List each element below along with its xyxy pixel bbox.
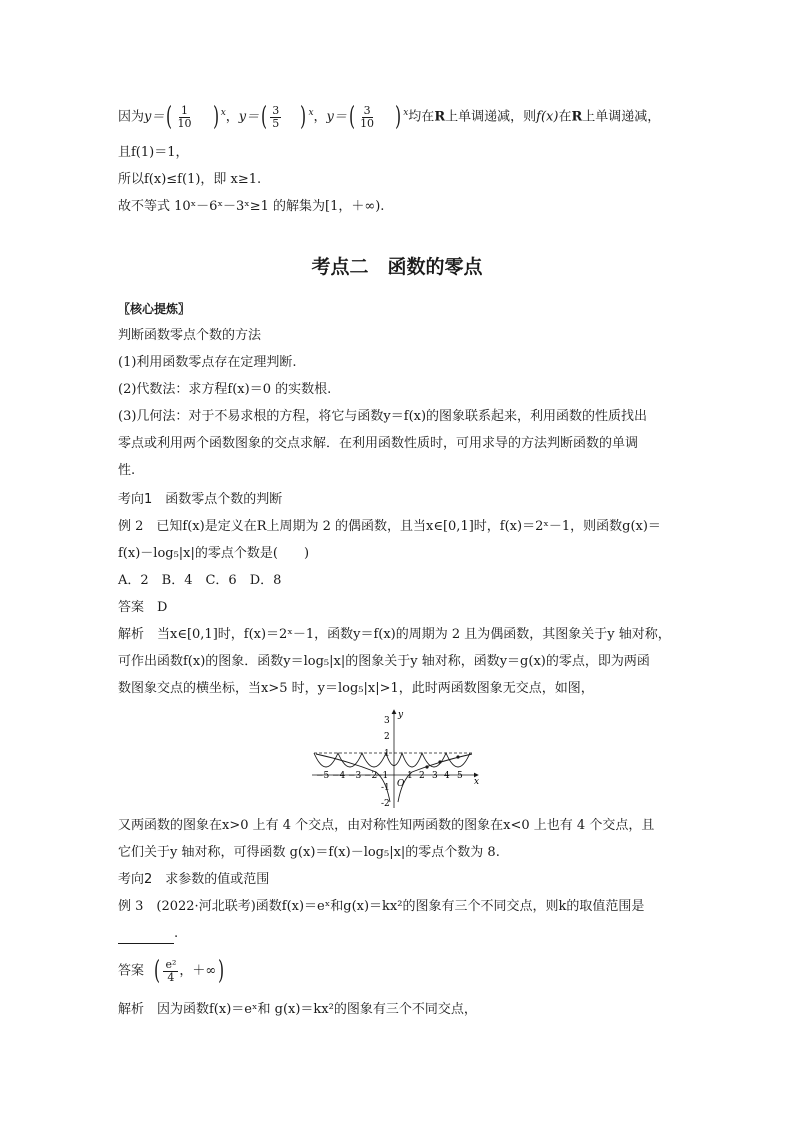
function-graph <box>308 706 488 810</box>
example-2-options: A．2 B．4 C．6 D．8 <box>118 573 282 588</box>
top-line-3: 所以f(x)≤f(1)，即 x≥1. <box>118 172 262 187</box>
y2-eq: y＝ <box>238 109 260 125</box>
core-heading: 〖核心提炼〗 <box>118 302 191 316</box>
origin-label: O <box>397 779 405 789</box>
example-3-line-2: . <box>118 924 178 944</box>
paren-open-1: ( <box>166 102 173 132</box>
solution-line-5: 它们关于y 轴对称，可得函数 g(x)＝f(x)－log₅|x|的零点个数为 8. <box>118 845 500 860</box>
x-tick-neg3: −3 <box>348 771 362 781</box>
example-2-line-1: 例 2 已知f(x)是定义在R上周期为 2 的偶函数，且当x∈[0,1]时，f(x)＝2ˣ－1，则函数g(x)＝ <box>118 519 661 534</box>
intersection-point <box>456 755 459 758</box>
core-line-5: 零点或利用两个函数图象的交点求解．在利用函数性质时，可用求导的方法判断函数的单调 <box>118 436 639 451</box>
top-line-2: 且f(1)＝1， <box>118 145 189 160</box>
example-2-line-2: f(x)－log₅|x|的零点个数是( ) <box>118 546 310 561</box>
y-tick-3: 3 <box>384 716 390 726</box>
x-tick-2: 2 <box>419 771 425 781</box>
x-axis-label: x <box>474 777 480 787</box>
answer-blank <box>118 929 174 944</box>
answer-label: 答案 <box>118 963 145 979</box>
fraction-3-5: $\frac{3}{5}$ <box>272 103 280 130</box>
core-line-4: (3)几何法：对于不易求根的方程，将它与函数y＝f(x)的图象联系起来，利用函数的性质找出 <box>118 409 648 424</box>
y-tick-neg2: -2 <box>381 799 390 809</box>
x-tick-neg4: −4 <box>332 771 346 781</box>
text-because: 因为 <box>118 109 145 125</box>
y-tick-1: 1 <box>384 749 390 759</box>
x-tick-neg5: −5 <box>316 771 330 781</box>
core-line-2: (1)利用函数零点存在定理判断. <box>118 355 297 370</box>
direction-2-title: 考向2 求参数的值或范围 <box>118 872 270 887</box>
direction-1-title: 考向1 函数零点个数的判断 <box>118 492 283 507</box>
example-3-line-1: 例 3 (2022·河北联考)函数f(x)＝eˣ和g(x)＝kx²的图象有三个不同交点，则k的取值范围是 <box>118 899 645 914</box>
x-tick-4: 4 <box>444 771 450 781</box>
solution-line-1: 解析 当x∈[0,1]时，f(x)＝2ˣ－1，函数y＝f(x)的周期为 2 且为偶函数，其图象关于y 轴对称， <box>118 627 671 642</box>
solution-line-2: 可作出函数f(x)的图象．函数y＝log₅|x|的图象关于y 轴对称，函数y＝g(x)的零点，即为两函 <box>118 654 650 669</box>
x-tick-neg2: −2 <box>364 771 378 781</box>
example-2-answer: 答案 D <box>118 600 168 615</box>
top-line-1: 因为y＝( $\frac{1}{10}$ ) $^x$，y＝( $\frac{3}{5}$ ) $^x$，y＝( $\frac{3}{10}$ ) $^x$均在R上单调递减，则f(x)在R上单调递减， <box>118 102 661 132</box>
section-title: 考点二 函数的零点 <box>311 256 483 278</box>
answer-fraction: $\frac{\text{e²}}{4}$ <box>165 957 177 984</box>
solution-line-3: 数图象交点的横坐标，当x>5 时，y＝log₅|x|>1，此时两函数图象无交点，如图， <box>118 681 594 696</box>
x-tick-5: 5 <box>457 771 463 781</box>
intersection-point <box>438 760 441 763</box>
core-line-6: 性. <box>118 463 136 478</box>
y-tick-2: 2 <box>384 732 390 742</box>
y1-eq: y＝ <box>144 109 165 125</box>
intersection-point <box>425 765 428 768</box>
fraction-1-10: $\frac{1}{10}$ <box>177 103 192 130</box>
core-line-1: 判断函数零点个数的方法 <box>118 328 262 343</box>
paren-close-1: ) <box>212 102 219 132</box>
example-3-solution-line-1: 解析 因为函数f(x)＝eˣ和 g(x)＝kx²的图象有三个不同交点， <box>118 1002 477 1017</box>
x-tick-neg1: −1 <box>375 771 389 781</box>
x-tick-1: 1 <box>407 771 413 781</box>
example-3-answer: 答案 ( $\frac{\text{e²}}{4}$ ，＋∞) <box>118 956 225 986</box>
fraction-3-10: $\frac{3}{10}$ <box>360 103 375 130</box>
y3-eq: y＝ <box>326 109 347 125</box>
top-line-4: 故不等式 10ˣ－6ˣ－3ˣ≥1 的解集为[1，＋∞). <box>118 199 385 214</box>
y-axis-label: y <box>398 710 404 720</box>
core-line-3: (2)代数法：求方程f(x)＝0 的实数根. <box>118 382 332 397</box>
solution-line-4: 又两函数的图象在x>0 上有 4 个交点，由对称性知两函数的图象在x<0 上也有 4 个交点，且 <box>118 818 655 833</box>
y-tick-neg1: -1 <box>381 783 390 793</box>
x-tick-3: 3 <box>432 771 438 781</box>
